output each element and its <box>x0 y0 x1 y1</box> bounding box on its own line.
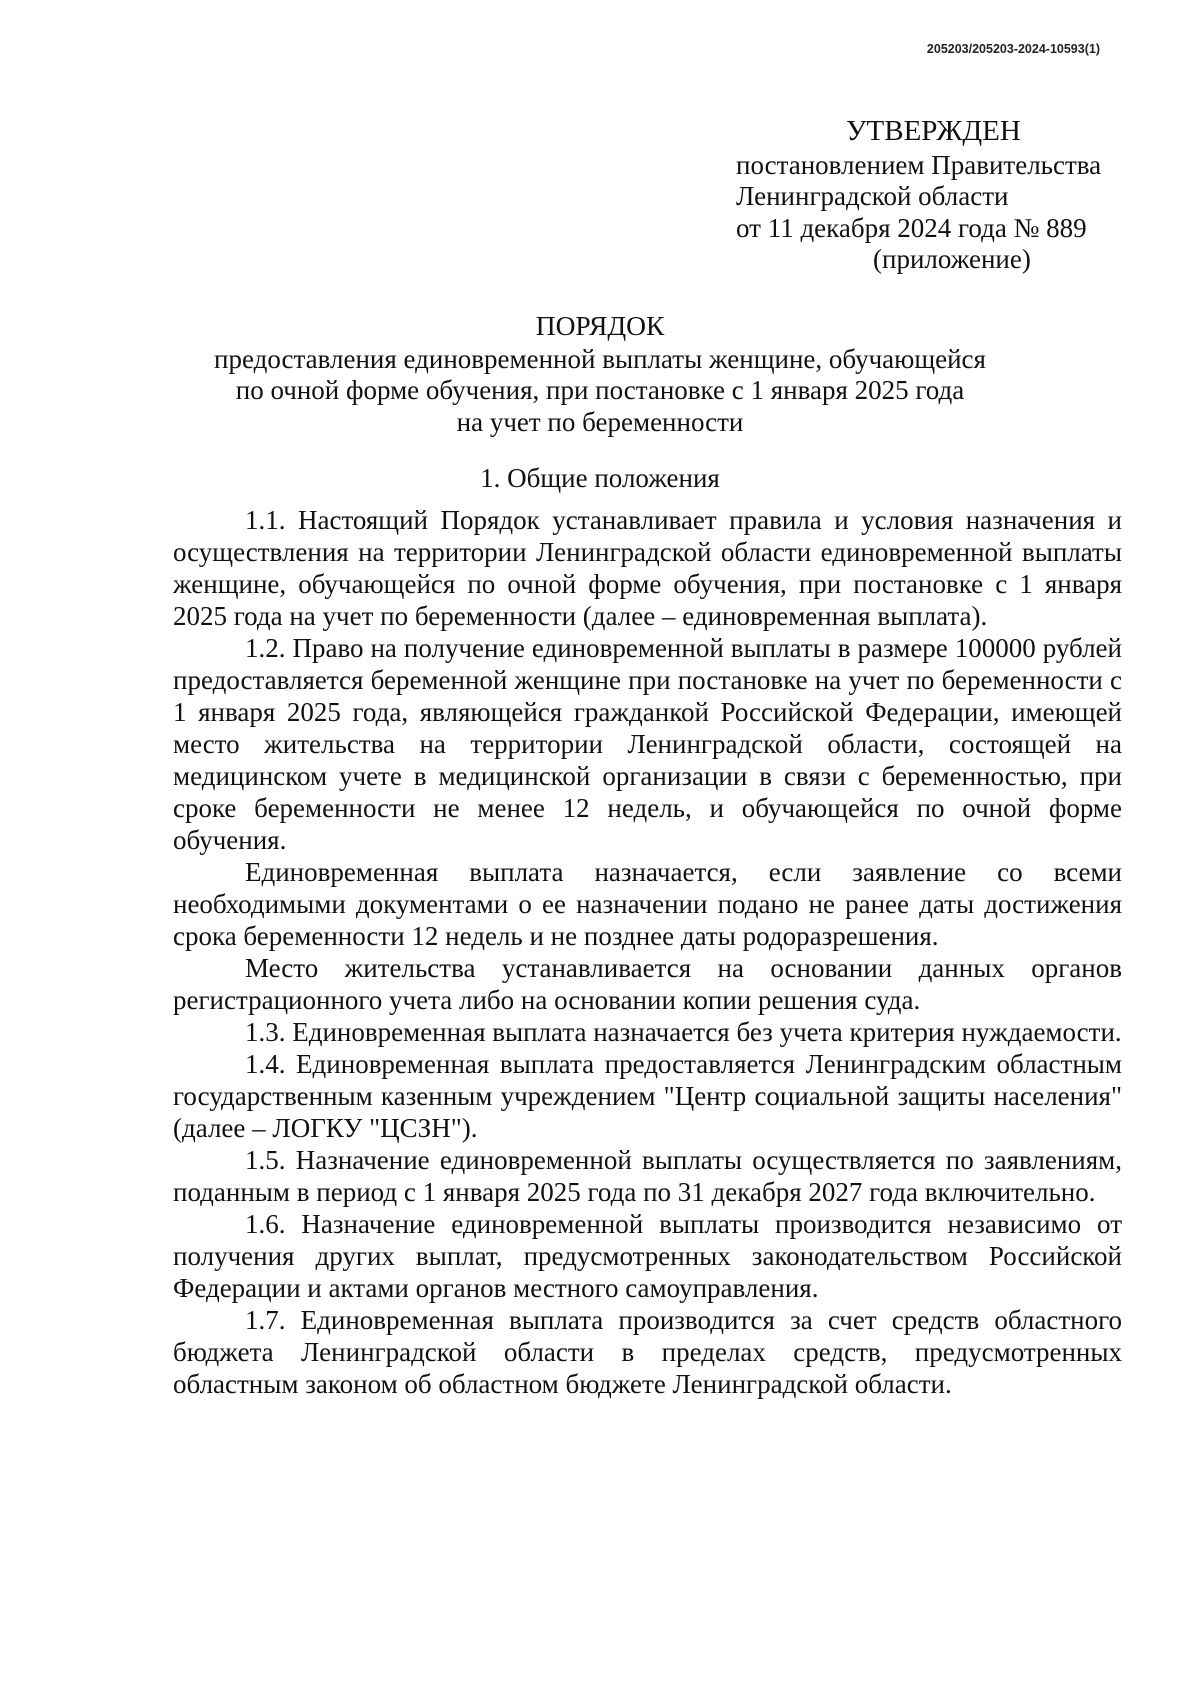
paragraph-1-2: 1.2. Право на получение единовременной выплаты в размере 100000 рублей предоставляется беременной женщине при постановке на учет по беременности с 1 января 2025 года, являющейся гражданкой Российской Федерации, имеющей место жительства на территории Ленинградской области, состоящей на медицинском учете в медицинской организации в связи с беременностью, при сроке беременности не менее 12 недель, и обучающейся по очной форме обучения. <box>173 633 1122 855</box>
document-body <box>173 504 1122 1400</box>
document-subtitle-line-1: предоставления единовременной выплаты женщине, обучающейся <box>214 343 986 374</box>
paragraph-1-3: 1.3. Единовременная выплата назначается без учета критерия нуждаемости. <box>245 1017 1122 1047</box>
approval-line-1: постановлением Правительства <box>736 149 1102 180</box>
approval-appendix: (приложение) <box>873 244 1031 274</box>
document-subtitle-line-2: по очной форме обучения, при постановке с 1 января 2025 года <box>235 375 965 405</box>
paragraph-1-4: 1.4. Единовременная выплата предоставляется Ленинградским областным государственным казенным учреждением "Центр социальной защиты населения" (далее – ЛОГКУ "ЦСЗН"). <box>173 1049 1122 1143</box>
approval-block <box>736 116 1101 276</box>
paragraph-1-6: 1.6. Назначение единовременной выплаты производится независимо от получения других выплат, предусмотренных законодательством Российской Федерации и актами органов местного самоуправления. <box>173 1209 1122 1303</box>
approval-title: УТВЕРЖДЕН <box>846 115 1021 147</box>
document-subtitle-line-3: на учет по беременности <box>456 406 744 437</box>
paragraph-1-2-condition: Единовременная выплата назначается, если заявление со всеми необходимыми документами о ее назначении подано не ранее даты достижения срока беременности 12 недель и не позднее даты родоразрешения. <box>173 857 1122 951</box>
document-heading <box>100 310 1100 438</box>
paragraph-1-5: 1.5. Назначение единовременной выплаты осуществляется по заявлениям, поданным в период с 1 января 2025 года по 31 декабря 2027 года включительно. <box>173 1145 1122 1207</box>
section-title: 1. Общие положения <box>480 463 720 493</box>
paragraph-1-7: 1.7. Единовременная выплата производится за счет средств областного бюджета Ленинградской области в пределах средств, предусмотренных областным законом об областном бюджете Ленинградской области. <box>173 1305 1122 1399</box>
document-title: ПОРЯДОК <box>535 310 665 341</box>
paragraph-1-1: 1.1. Настоящий Порядок устанавливает правила и условия назначения и осуществления на территории Ленинградской области единовременной выплаты женщине, обучающейся по очной форме обучения, при постановке с 1 января 2025 года на учет по беременности (далее – единовременная выплата). <box>173 505 1122 631</box>
approval-line-2: Ленинградской области <box>736 181 1009 211</box>
document-id: 205203/205203-2024-10593(1) <box>926 42 1100 56</box>
paragraph-1-2-residence: Место жительства устанавливается на основании данных органов регистрационного учета либо на основании копии решения суда. <box>173 953 1122 1015</box>
approval-line-3: от 11 декабря 2024 года № 889 <box>736 212 1087 243</box>
